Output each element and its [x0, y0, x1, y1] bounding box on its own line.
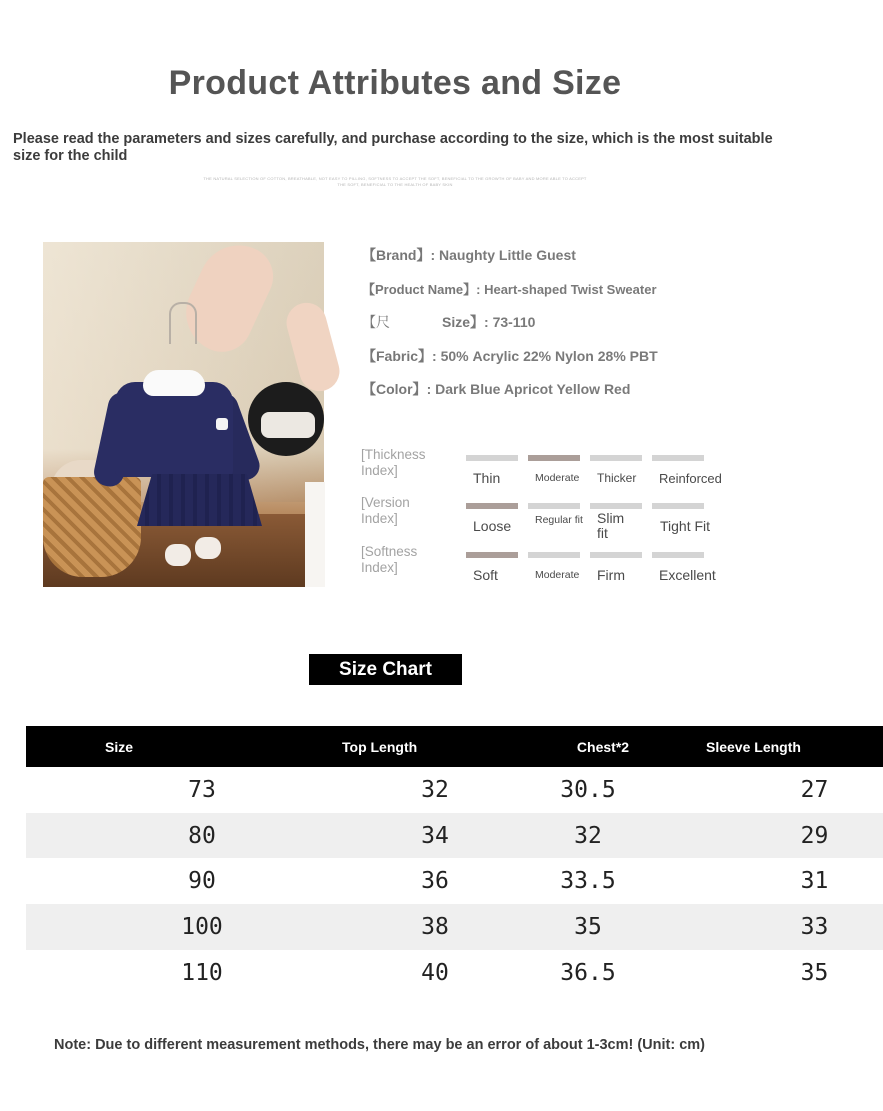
- product-photo: [43, 242, 324, 587]
- attr-size: 【尺 Size】: 73-110: [362, 314, 536, 330]
- softness-bar-2: [528, 552, 580, 558]
- thickness-bar-3: [590, 455, 642, 461]
- table-row: 73 32 30.5 27: [188, 776, 829, 803]
- softness-bar-4: [652, 552, 704, 558]
- thickness-opt-reinforced: Reinforced: [659, 471, 722, 486]
- col-header-sleeve-length: Sleeve Length: [706, 726, 883, 767]
- size-table: [26, 726, 883, 995]
- version-opt-loose: Loose: [473, 518, 512, 534]
- softness-bar-1: [466, 552, 518, 558]
- attr-color: 【Color】: Dark Blue Apricot Yellow Red: [362, 381, 631, 397]
- col-header-top-length: Top Length: [302, 726, 500, 767]
- version-opt-tight-fit: Tight Fit: [660, 518, 711, 534]
- measurement-note: Note: Due to different measurement methods, there may be an error of about 1-3cm! (Unit: cm): [54, 1037, 705, 1053]
- col-header-size: Size: [26, 726, 302, 767]
- size-chart-title: Size Chart: [309, 654, 462, 685]
- thickness-opt-moderate: Moderate: [535, 472, 580, 484]
- softness-opt-moderate: Moderate: [535, 569, 580, 581]
- version-opt-slim-fit: Slim fit: [597, 510, 625, 541]
- attr-product-name: 【Product Name】: Heart-shaped Twist Sweater: [362, 282, 657, 297]
- softness-bar-3: [590, 552, 642, 558]
- attr-brand: 【Brand】: Naughty Little Guest: [362, 247, 576, 263]
- softness-opt-excellent: Excellent: [659, 567, 716, 583]
- version-bar-4: [652, 503, 704, 509]
- page-title: Product Attributes and Size: [168, 64, 622, 102]
- fine-print: THE NATURAL SELECTION OF COTTON, BREATHABLE, NOT EASY TO PILLING, SOFTNESS TO ACCEPT THE SOFT, BENEFICIAL TO THE GROWTH OF BABY AND MORE ABLE TO ACCEPT THE SOFT, BENEFICIAL TO THE HEALTH OF BABY SKIN: [203, 176, 587, 187]
- version-bar-3: [590, 503, 642, 509]
- table-row: 80 34 32 29: [26, 813, 883, 859]
- table-header-row: [26, 726, 883, 767]
- softness-opt-soft: Soft: [473, 567, 498, 583]
- softness-opt-firm: Firm: [597, 567, 625, 583]
- version-opt-regular-fit: Regular fit: [535, 514, 583, 526]
- version-bar-1: [466, 503, 518, 509]
- table-row: 110 40 36.5 35: [181, 959, 829, 986]
- version-bar-2: [528, 503, 580, 509]
- thickness-bar-1: [466, 455, 518, 461]
- softness-index-label: [Softness Index]: [361, 544, 418, 575]
- thickness-bar-2: [528, 455, 580, 461]
- thickness-index-label: [Thickness Index]: [361, 447, 426, 478]
- table-row: 90 36 33.5 31: [188, 868, 829, 895]
- thickness-opt-thin: Thin: [473, 470, 501, 486]
- intro-text: Please read the parameters and sizes carefully, and purchase according to the size, which is the most suitable size for the child: [13, 131, 773, 164]
- attr-fabric: 【Fabric】: 50% Acrylic 22% Nylon 28% PBT: [362, 348, 658, 364]
- table-row: 100 38 35 33: [26, 904, 883, 950]
- version-index-label: [Version Index]: [361, 495, 410, 526]
- thickness-opt-thicker: Thicker: [597, 471, 637, 485]
- thickness-bar-4: [652, 455, 704, 461]
- col-header-chest: Chest*2: [500, 726, 706, 767]
